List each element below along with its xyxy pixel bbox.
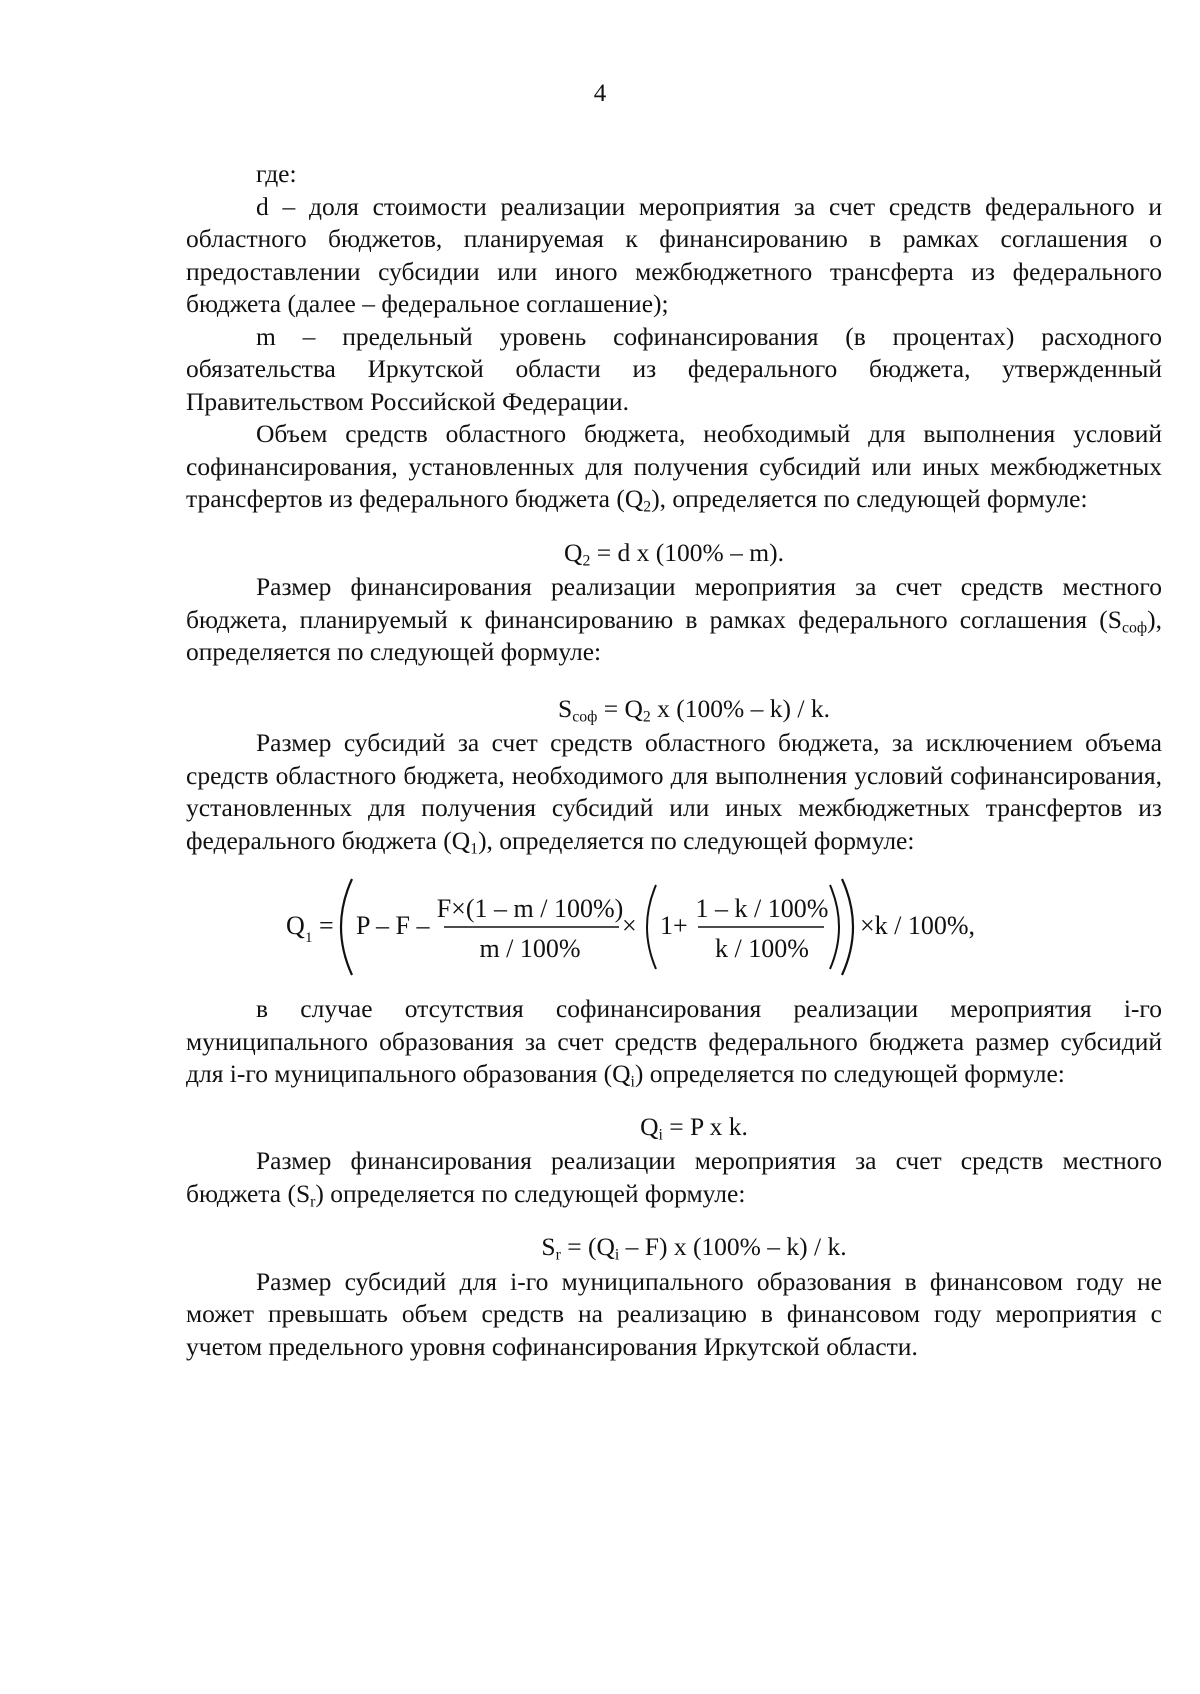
formula-symbol: Q [286, 911, 305, 940]
paragraph-tail: ), определяется по следующей формуле: [651, 484, 1088, 513]
subscript: i [658, 1125, 663, 1143]
formula-tail: ×k / 100%, [860, 911, 976, 940]
subscript: 2 [642, 707, 651, 725]
formula-expression: – F) x (100% – k) / k. [619, 1232, 847, 1261]
formula-expression: = (Q [560, 1232, 615, 1261]
formula-symbol: Q [564, 537, 583, 567]
paragraph-sr-intro [186, 1145, 1162, 1210]
subscript: i [614, 1246, 620, 1264]
fraction-numerator: F×(1 – m / 100%) [436, 894, 624, 923]
paragraph-text: Объем средств областного бюджета, необходимый для выполнения условий софинансирования, установленных для получения субсидий или иных межбюджетных трансфертов из федерального бюджета (Q [186, 419, 1162, 513]
paragraph-m-definition: m – предельный уровень софинансирования (в процентах) расходного обязательства Иркутской области из федерального бюджета, утвержденный Правительством Российской Федерации. [186, 321, 1162, 416]
paragraph-qi-intro [186, 993, 1162, 1091]
page-number: 4 [593, 80, 607, 107]
equals-sign: = [319, 911, 334, 940]
fraction-numerator: 1 – k / 100% [695, 894, 829, 923]
subscript: соф [572, 707, 598, 725]
paragraph-tail: ) определяется по следующей формуле: [634, 1059, 1065, 1088]
document-body [186, 158, 1162, 1363]
times-sign: × [622, 911, 637, 940]
subscript: 1 [470, 839, 479, 857]
fraction-denominator: k / 100% [715, 934, 809, 963]
formula-expression: x (100% – k) / k. [650, 693, 830, 723]
paragraph-tail: ) определяется по следующей формуле: [315, 1178, 746, 1208]
paragraph-text: Размер финансирования реализации мероприятия за счет средств местного бюджета (S [186, 1146, 1162, 1208]
paragraph-final: Размер субсидий для i-го муниципального образования в финансовом году не может превышать объем средств на реализацию в финансовом году мероприятия с учетом предельного уровня софинансирования Иркутской области. [186, 1266, 1162, 1361]
left-paren-inner [647, 885, 656, 969]
formula-symbol: Q [640, 1111, 659, 1141]
paragraph-text: Размер субсидий за счет средств областного бюджета, за исключением объема средств областного бюджета, необходимого для выполнения условий софинансирования, установленных для получения субсидий или иных межбюджетных трансфертов из федерального бюджета (Q [186, 728, 1162, 855]
formula-symbol: S [541, 1232, 556, 1261]
paragraph-q1-intro [186, 727, 1162, 857]
formula-scof [186, 693, 1162, 726]
subscript: 2 [582, 551, 591, 569]
paragraph-tail: ), определяется по следующей формуле: [186, 604, 1162, 666]
formula-sr [186, 1231, 1162, 1264]
left-paren-outer [341, 879, 352, 975]
intro-word: где: [256, 159, 297, 188]
formula-expression: = d x (100% – m). [590, 537, 784, 567]
fraction-denominator: m / 100% [479, 934, 581, 963]
subscript: i [630, 1073, 635, 1091]
subscript: 2 [643, 498, 652, 516]
formula-expression: = P x k. [662, 1111, 748, 1141]
subscript: соф [1121, 618, 1148, 636]
paragraph-tail: ), определяется по следующей формуле: [478, 825, 915, 855]
formula-symbol: S [558, 693, 573, 723]
right-paren-inner [830, 885, 839, 969]
paragraph-q2-intro [186, 418, 1162, 516]
subscript: r [310, 1192, 316, 1210]
formula-term: P – F – [356, 911, 430, 940]
paragraph-text: Размер финансирования реализации мероприятия за счет средств местного бюджета, планируемый к финансированию в рамках федерального соглашения (S [186, 572, 1162, 634]
formula-term: 1+ [660, 911, 688, 940]
paragraph-d-definition: d – доля стоимости реализации мероприятия за счет средств федерального и областного бюджетов, планируемая к финансированию в рамках соглашения о предоставлении субсидии или иного межбюджетного трансферта из федерального бюджета (далее – федеральное соглашение); [186, 191, 1162, 318]
formula-q2 [186, 537, 1162, 570]
subscript: r [555, 1246, 561, 1264]
right-paren-outer [842, 879, 853, 975]
formula-qi [186, 1111, 1162, 1144]
formula-expression: = Q [597, 693, 643, 723]
formula-q1 [186, 867, 1162, 987]
paragraph-text: в случае отсутствия софинансирования реализации мероприятия i-го муниципального образования за счет средств федерального бюджета размер субсидий для i-го муниципального образования (Q [186, 994, 1162, 1088]
paragraph-scof-intro [186, 571, 1162, 669]
subscript: 1 [305, 930, 313, 946]
